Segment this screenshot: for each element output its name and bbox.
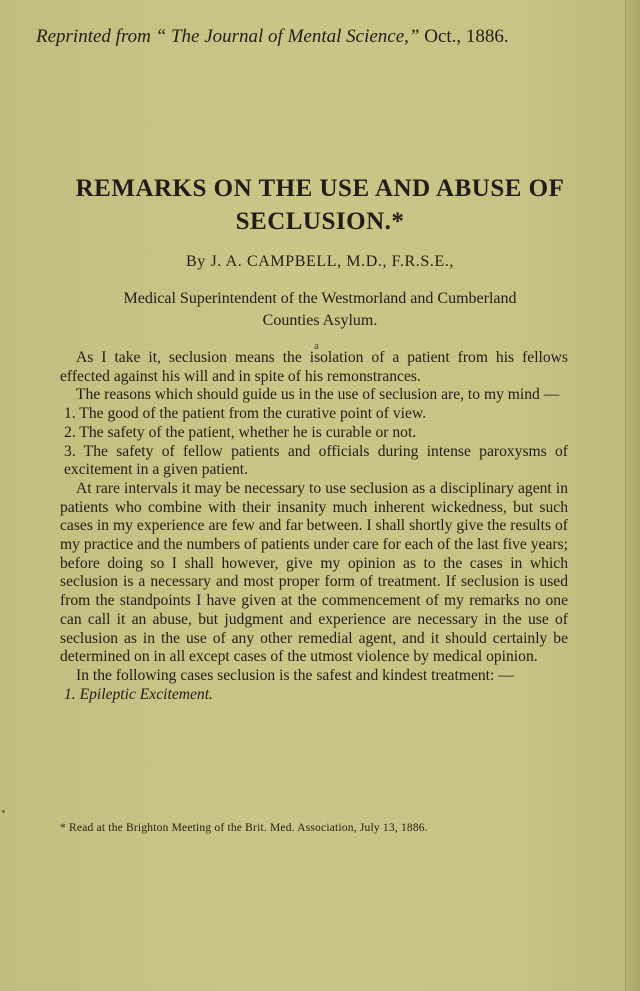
journal-name: “ The Journal of Mental Science,”: [155, 26, 420, 47]
body-paragraph: At rare intervals it may be necessary to use seclusion as a disciplinary agent in patients who combine with their insanity much inherent wickedness, but such cases in my experience are few and far between. I shall shortly give the results of my practice and the numbers of patients under care for each of the last five years; before doing so I shall however, give my opinion as to the cases in which seclusion is a necessary and most proper form of treatment. If seclusion is used from the standpoints I have given at the commencement of my remarks no one can call it an abuse, but judgment and experience are necessary in the use of seclusion as in the use of any other remedial agent, and it should certainly be determined on in all except cases of the utmost violence by medical opinion.: [60, 479, 568, 666]
page-edge: [625, 0, 640, 991]
body-paragraph: The reasons which should guide us in the use of seclusion are, to my mind —: [76, 386, 560, 404]
reason-item: 3. The safety of fellow patients and officials during intense paroxysms of excitement in a given patient.: [64, 442, 568, 479]
affiliation-line-2: Counties Asylum.: [262, 312, 378, 329]
body-paragraph: In the following cases seclusion is the safest and kindest treatment: —: [76, 666, 514, 684]
section-heading: 1. Epileptic Excitement.: [64, 685, 213, 703]
title-line-2: SECLUSION.*: [235, 208, 405, 235]
author-affiliation: [40, 288, 600, 332]
affiliation-line-1: Medical Superintendent of the Westmorland and Cumberland: [123, 290, 517, 307]
body-paragraph: As I take it, seclusion means the isolation of a patient from his fellows effected against his will and in spite of his remonstrances.: [60, 349, 568, 385]
article-body: [60, 349, 568, 704]
title-line-1: REMARKS ON THE USE AND ABUSE OF: [75, 175, 565, 202]
printer-ornament: a: [314, 340, 319, 352]
paper-speck: [2, 810, 5, 813]
reprint-notice: [36, 26, 596, 48]
reason-item: 1. The good of the patient from the curative point of view.: [64, 405, 427, 423]
reason-item: 2. The safety of the patient, whether he is curable or not.: [64, 423, 417, 441]
footnote: * Read at the Brighton Meeting of the Brit. Med. Association, July 13, 1886.: [60, 822, 428, 834]
reprint-prefix: Reprinted from: [36, 26, 151, 47]
journal-date: Oct., 1886.: [424, 26, 509, 47]
author-byline: By J. A. CAMPBELL, M.D., F.R.S.E.,: [185, 253, 455, 270]
article-title: [40, 172, 600, 238]
